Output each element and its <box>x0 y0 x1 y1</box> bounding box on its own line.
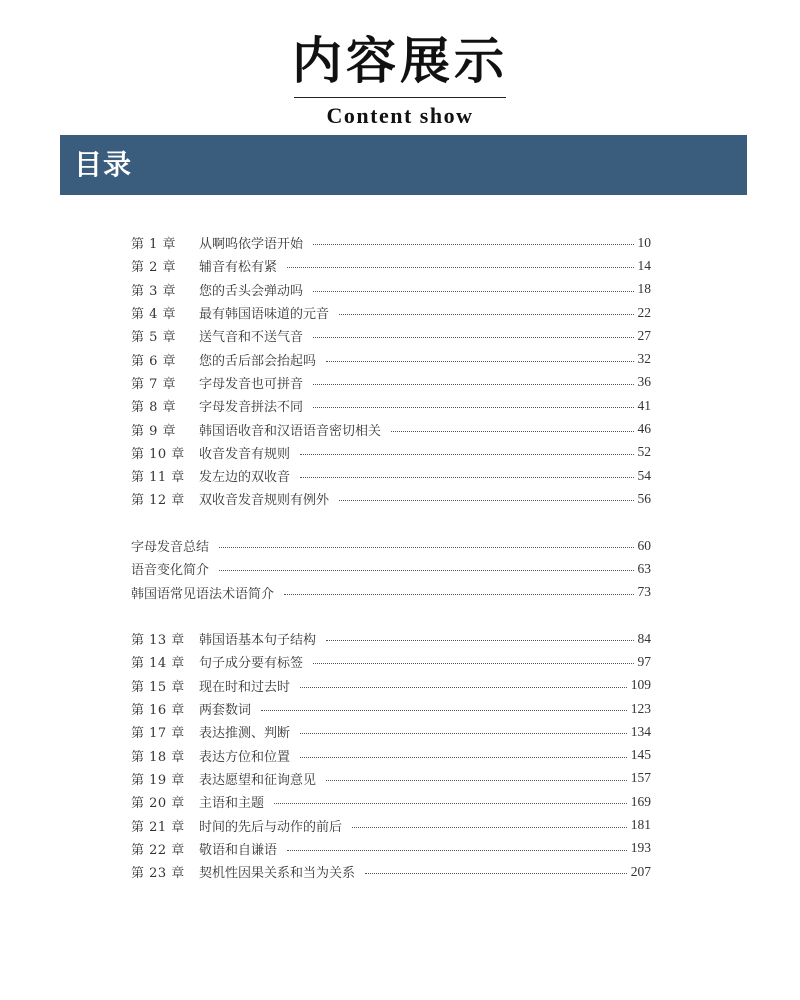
section-banner-label: 目录 <box>74 148 133 181</box>
toc-entry-title: 时间的先后与动作的前后 <box>199 819 343 835</box>
toc-entry-title: 两套数词 <box>199 703 252 719</box>
toc-entry-title: 从啊呜依学语开始 <box>199 237 304 253</box>
toc-chapter-number: 第 3 章 <box>131 283 177 299</box>
toc-page-number: 14 <box>637 257 651 273</box>
toc-chapter-number: 第 22 章 <box>131 842 185 858</box>
toc-entry-title: 表达推测、判断 <box>199 726 291 742</box>
toc-page-number: 60 <box>637 537 651 553</box>
toc-page-number: 32 <box>637 351 651 367</box>
toc-dot-leader <box>339 314 633 315</box>
toc-page-number: 54 <box>637 467 651 483</box>
toc-dot-leader <box>287 267 633 268</box>
toc-page-number: 181 <box>630 817 651 833</box>
toc-entry-title: 您的舌后部会抬起吗 <box>199 353 317 369</box>
toc-entry[interactable] <box>131 674 651 697</box>
toc-chapter-number: 第 2 章 <box>131 260 177 276</box>
toc-chapter-number: 第 10 章 <box>131 446 185 462</box>
toc-page-number: 10 <box>637 234 651 250</box>
toc-chapter-number: 第 20 章 <box>131 796 185 812</box>
toc-entry-title: 契机性因果关系和当为关系 <box>199 866 356 882</box>
toc-chapter-number: 第 13 章 <box>131 633 185 649</box>
toc-entry[interactable] <box>131 697 651 720</box>
toc-chapter-number: 第 15 章 <box>131 679 185 695</box>
toc-group-spacer <box>131 511 651 534</box>
toc-dot-leader <box>287 850 627 851</box>
toc-entry[interactable] <box>131 231 651 254</box>
toc-entry[interactable] <box>131 441 651 464</box>
toc-dot-leader <box>274 803 627 804</box>
toc-dot-leader <box>300 733 627 734</box>
toc-chapter-number: 第 5 章 <box>131 330 177 346</box>
toc-page-number: 207 <box>630 863 651 879</box>
toc-group <box>131 231 651 511</box>
toc-chapter-number: 第 16 章 <box>131 703 185 719</box>
toc-entry[interactable] <box>131 813 651 836</box>
toc-entry-title: 韩国语常见语法术语简介 <box>131 586 275 602</box>
toc-page-number: 134 <box>630 723 651 739</box>
toc-entry-title: 发左边的双收音 <box>199 470 291 486</box>
toc-dot-leader <box>313 663 633 664</box>
toc-entry-title: 您的舌头会弹动吗 <box>199 283 304 299</box>
toc-dot-leader <box>339 500 633 501</box>
toc-page-number: 193 <box>630 840 651 856</box>
toc-page-number: 157 <box>630 770 651 786</box>
toc-entry-title: 韩国语收音和汉语语音密切相关 <box>199 423 382 439</box>
toc-chapter-number: 第 1 章 <box>131 237 177 253</box>
toc-chapter-number: 第 11 章 <box>131 470 185 486</box>
toc-dot-leader <box>313 291 633 292</box>
toc-entry-title: 主语和主题 <box>199 796 265 812</box>
page-subtitle: Content show <box>326 103 474 128</box>
title-underline <box>294 97 506 98</box>
toc-entry[interactable] <box>131 371 651 394</box>
toc-chapter-number: 第 12 章 <box>131 493 185 509</box>
toc-entry-title: 字母发音也可拼音 <box>199 376 304 392</box>
toc-entry[interactable] <box>131 324 651 347</box>
toc-chapter-number: 第 6 章 <box>131 353 177 369</box>
toc-chapter-number: 第 21 章 <box>131 819 185 835</box>
toc-page-number: 97 <box>637 653 651 669</box>
table-of-contents <box>131 231 651 883</box>
toc-dot-leader <box>313 384 633 385</box>
toc-entry[interactable] <box>131 860 651 883</box>
toc-dot-leader <box>261 710 627 711</box>
toc-dot-leader <box>326 640 633 641</box>
toc-page-number: 56 <box>637 490 651 506</box>
toc-chapter-number: 第 23 章 <box>131 866 185 882</box>
toc-entry[interactable] <box>131 720 651 743</box>
toc-dot-leader <box>219 570 633 571</box>
toc-entry[interactable] <box>131 837 651 860</box>
toc-entry-title: 表达方位和位置 <box>199 749 291 765</box>
toc-entry[interactable] <box>131 417 651 440</box>
toc-dot-leader <box>284 594 633 595</box>
toc-dot-leader <box>300 454 633 455</box>
toc-dot-leader <box>391 431 633 432</box>
toc-entry[interactable] <box>131 278 651 301</box>
section-banner <box>60 135 747 195</box>
toc-dot-leader <box>219 547 633 548</box>
toc-group <box>131 534 651 604</box>
toc-entry[interactable] <box>131 627 651 650</box>
toc-entry-title: 字母发音拼法不同 <box>199 400 304 416</box>
toc-chapter-number: 第 8 章 <box>131 400 177 416</box>
toc-page-number: 27 <box>637 327 651 343</box>
toc-entry-title: 敬语和自谦语 <box>199 842 278 858</box>
toc-group <box>131 627 651 883</box>
toc-entry[interactable] <box>131 534 651 557</box>
toc-page-number: 46 <box>637 421 651 437</box>
toc-page-number: 84 <box>637 630 651 646</box>
toc-dot-leader <box>313 407 633 408</box>
toc-entry[interactable] <box>131 790 651 813</box>
toc-chapter-number: 第 7 章 <box>131 376 177 392</box>
toc-dot-leader <box>300 477 633 478</box>
toc-page-number: 52 <box>637 444 651 460</box>
toc-dot-leader <box>313 337 633 338</box>
toc-dot-leader <box>352 827 627 828</box>
toc-entry[interactable] <box>131 487 651 510</box>
toc-dot-leader <box>300 757 627 758</box>
toc-entry-title: 收音发音有规则 <box>199 446 291 462</box>
toc-dot-leader <box>326 361 633 362</box>
toc-chapter-number: 第 14 章 <box>131 656 185 672</box>
toc-dot-leader <box>326 780 627 781</box>
toc-entry-title: 现在时和过去时 <box>199 679 291 695</box>
toc-page-number: 41 <box>637 397 651 413</box>
toc-entry-title: 语音变化简介 <box>131 563 210 579</box>
toc-entry-title: 韩国语基本句子结构 <box>199 633 317 649</box>
toc-page-number: 63 <box>637 560 651 576</box>
toc-entry[interactable] <box>131 464 651 487</box>
toc-entry[interactable] <box>131 767 651 790</box>
toc-entry[interactable] <box>131 347 651 370</box>
toc-dot-leader <box>300 687 627 688</box>
toc-chapter-number: 第 17 章 <box>131 726 185 742</box>
toc-page-number: 145 <box>630 747 651 763</box>
toc-chapter-number: 第 19 章 <box>131 772 185 788</box>
toc-page-number: 22 <box>637 304 651 320</box>
toc-page-number: 36 <box>637 374 651 390</box>
toc-entry-title: 句子成分要有标签 <box>199 656 304 672</box>
toc-entry-title: 送气音和不送气音 <box>199 330 304 346</box>
toc-entry[interactable] <box>131 254 651 277</box>
toc-page-number: 109 <box>630 677 651 693</box>
toc-group-spacer <box>131 604 651 627</box>
toc-entry-title: 双收音发音规则有例外 <box>199 493 330 509</box>
toc-dot-leader <box>313 244 633 245</box>
toc-page-number: 18 <box>637 281 651 297</box>
toc-entry[interactable] <box>131 301 651 324</box>
toc-chapter-number: 第 4 章 <box>131 307 177 323</box>
toc-entry[interactable] <box>131 650 651 673</box>
toc-entry[interactable] <box>131 580 651 603</box>
toc-entry-title: 字母发音总结 <box>131 540 210 555</box>
toc-entry[interactable] <box>131 394 651 417</box>
toc-dot-leader <box>365 873 627 874</box>
toc-entry[interactable] <box>131 744 651 767</box>
toc-chapter-number: 第 18 章 <box>131 749 185 765</box>
toc-page-number: 169 <box>630 793 651 809</box>
toc-entry-title: 辅音有松有紧 <box>199 260 278 276</box>
page-title: 内容展示 <box>292 32 508 90</box>
toc-entry[interactable] <box>131 557 651 580</box>
toc-entry-title: 最有韩国语味道的元音 <box>199 307 330 323</box>
toc-entry-title: 表达愿望和征询意见 <box>199 772 317 788</box>
toc-page-number: 123 <box>630 700 651 716</box>
toc-page-number: 73 <box>637 584 651 600</box>
toc-chapter-number: 第 9 章 <box>131 423 177 439</box>
